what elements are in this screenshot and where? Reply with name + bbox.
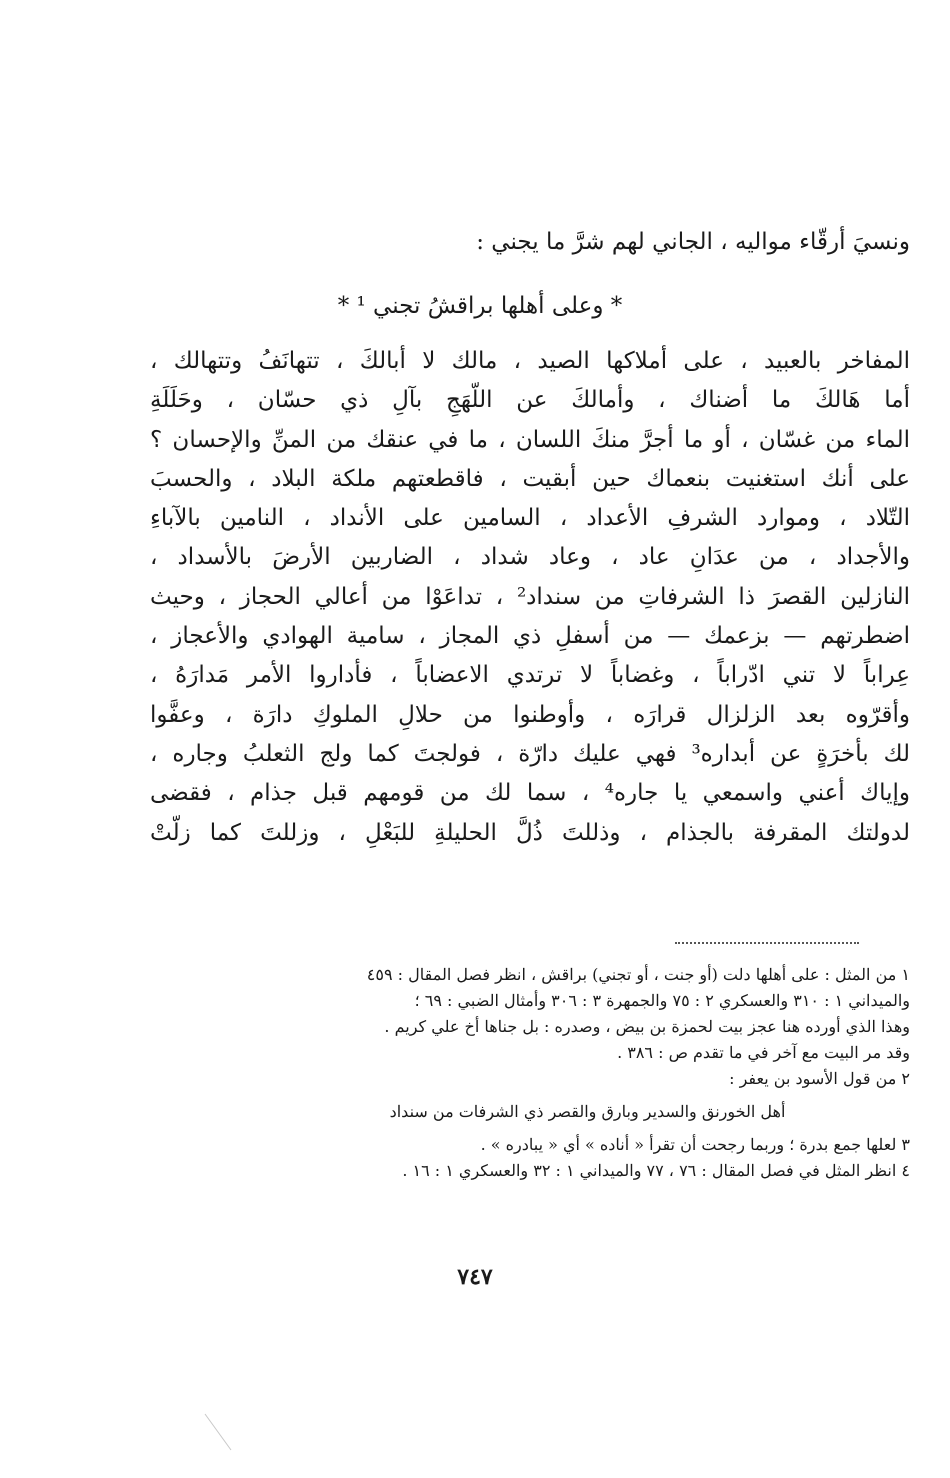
body-line: المفاخر بالعبيد ، على أملاكها الصيد ، مالك لا أبالكَ ، تتهانَفُ وتتهالك ،	[150, 348, 910, 374]
body-text	[150, 342, 910, 853]
body-line: لك بأخرَةٍ عن أبداره³ فهي عليك دارّة ، فولجتَ كما ولج الثعلبُ وجاره ،	[150, 740, 910, 767]
body-line: أما هَالكَ ما أضناك ، وأمالكَ عن اللّهَجِ بآلِ ذي حسّان ، وحَلَلَةِ	[150, 387, 910, 414]
footnote-line: ٤ انظر المثل في فصل المقال : ٧٦ ، ٧٧ والميداني ١ : ٣٢ والعسكري ١ : ١٦ .	[402, 1161, 910, 1180]
footnotes	[185, 962, 910, 1184]
footnote-line: ١ من المثل : على أهلها دلت (أو جنت ، أو تجني) براقش ، انظر فصل المقال : ٤٥٩	[366, 965, 910, 984]
footnote-line: وهذا الذي أورده هنا عجز بيت لحمزة بن بيض ، وصدره : بل جناها أخ علي كريم .	[384, 1017, 910, 1036]
footnote-line: ٢ من قول الأسود بن يعفر :	[729, 1069, 910, 1088]
body-line: لدولتك المقرفة بالجذام ، وذللتَ ذُلَّ الحليلةِ للبَعْلِ ، وزللتَ كما زلّتْ	[150, 819, 910, 846]
body-line: اضطرتهم — بزعمك — من أسفلِ ذي المجاز ، سامية الهوادي والأعجاز ،	[150, 623, 910, 650]
body-line: التّلاد ، وموارد الشرفِ الأعداد ، السامين على الأنداد ، النامين بالآباءِ	[150, 505, 910, 532]
body-line: وأقرّوه بعد الزلزال قرارَه ، وأوطنوا من حلالِ الملوكِ دارَة ، وعفَّوا	[150, 701, 910, 728]
body-line: وإياك أعني واسمعي يا جاره⁴ ، سما لك من قومهم قبل جذام ، فقضى	[150, 780, 910, 807]
body-line: الماء من غسّان ، أو ما أجرَّ منكَ اللسان ، ما في عنقك من المنِّ والإحسان ؟	[150, 426, 910, 453]
scan-artifact	[203, 1412, 233, 1452]
footnote-line: وقد مر البيت مع آخر في ما تقدم ص : ٣٨٦ .	[617, 1043, 910, 1062]
intro-line: ونسيَ أرقّاء مواليه ، الجاني لهم شرَّ ما يجني :	[476, 229, 910, 255]
page-number: ٧٤٧	[457, 1264, 493, 1290]
footnote-line: ٣ لعلها جمع بدرة ؛ وربما رجحت أن تقرأ « أناده » أي « يبادره » .	[480, 1135, 910, 1154]
footnote-divider	[675, 942, 859, 944]
footnote-verse: أهل الخورنق والسدير وبارق والقصر ذي الشرفات من سنداد	[389, 1102, 786, 1121]
footnote-line: والميداني ١ : ٣١٠ والعسكري ٢ : ٧٥ والجمهرة ٣ : ٣٠٦ وأمثال الضبي : ٦٩ ؛	[414, 991, 910, 1010]
body-line: عِراباً لا تني ادّراباً ، وغضاباً لا ترتدي الاعضاباً ، فأداروا الأمر مَدارَهُ ،	[150, 662, 910, 689]
verse-line: * وعلى أهلها براقشُ تجني ¹ *	[337, 293, 623, 319]
body-line: النازلين القصرَ ذا الشرفاتِ من سنداد² ، تداعَوْا من أعالي الحجاز ، وحيث	[150, 583, 910, 610]
body-line: والأجداد ، من عدَانِ عاد ، وعاد شداد ، الضاربين الأرضَ بالأسداد ،	[150, 544, 910, 571]
body-line: على أنك استغنيت بنعماك حين أبقيت ، فاقطعتهم ملكة البلاد ، والحسبَ	[150, 465, 910, 492]
